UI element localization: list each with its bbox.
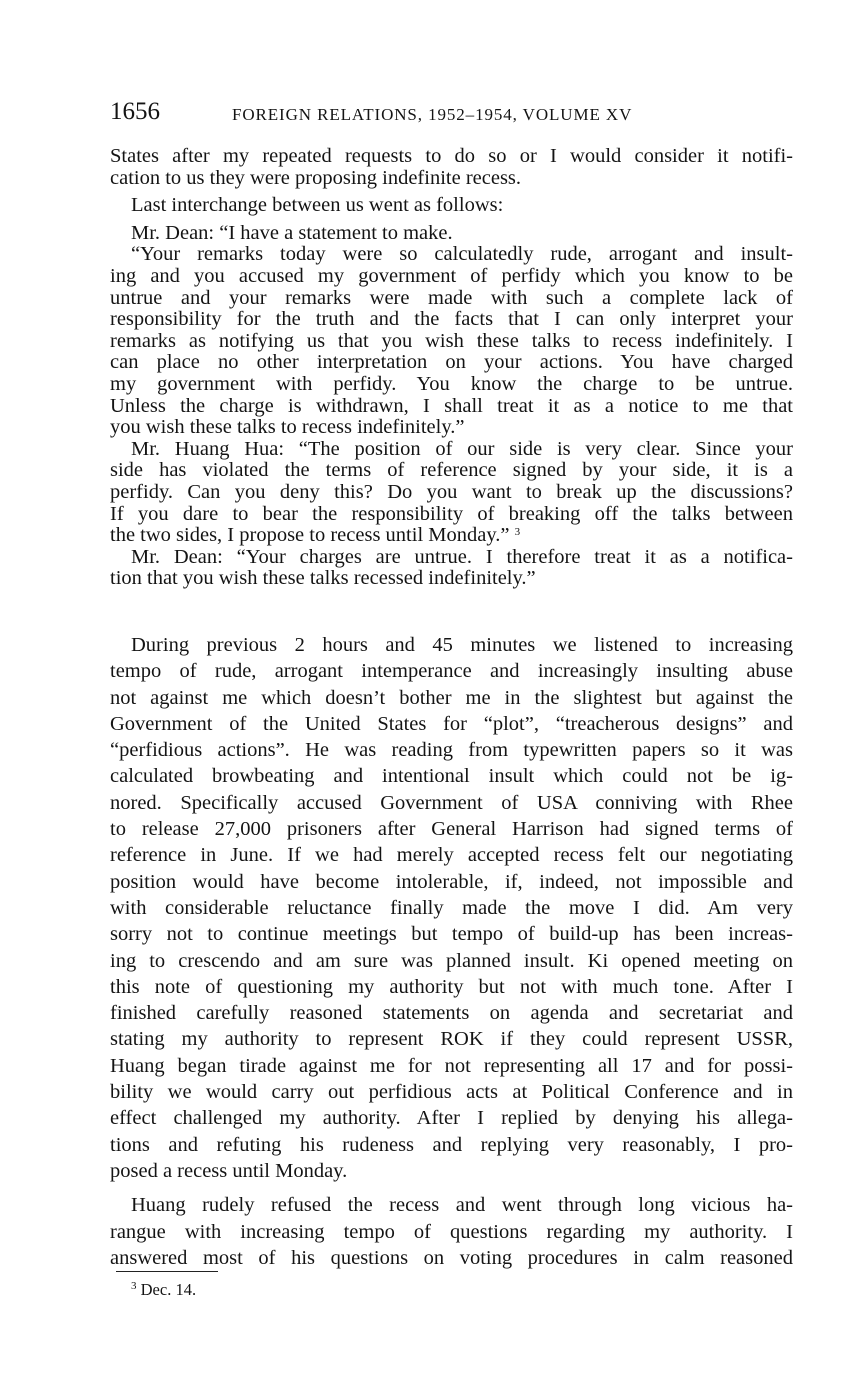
text-line: responsibility for the truth and the facts that I can only interpret your	[110, 308, 793, 331]
text-line: posed a recess until Monday.	[110, 1159, 348, 1182]
text-line: Government of the United States for “plot”, “treacherous designs” and	[110, 712, 793, 735]
text-line: During previous 2 hours and 45 minutes we listened to increasing	[131, 634, 793, 656]
text-line: Huang rudely refused the recess and went through long vicious ha-	[131, 1194, 793, 1217]
text-line: Mr. Huang Hua: “The position of our side is very clear. Since your	[131, 437, 793, 460]
text-line: can place no other interpretation on your actions. You have charged	[110, 351, 793, 374]
text-line: stating my authority to represent ROK if they could represent USSR,	[110, 1028, 793, 1051]
telegram-quote-block	[110, 146, 793, 590]
running-head: FOREIGN RELATIONS, 1952–1954, VOLUME XV	[232, 105, 633, 124]
text-line: side has violated the terms of reference signed by your side, it is a	[110, 459, 793, 482]
text-line: untrue and your remarks were made with such a complete lack of	[110, 286, 793, 309]
text-line: position would have become intolerable, if, indeed, not impossible and	[110, 870, 793, 893]
footnote-reference: 3	[514, 526, 521, 539]
text-line: cation to us they were proposing indefinite recess.	[110, 166, 522, 189]
text-line: this note of questioning my authority but not with much tone. After I	[110, 975, 793, 998]
text-line: tions and refuting his rudeness and replying very reasonably, I pro-	[110, 1133, 793, 1156]
page-number: 1656	[110, 98, 160, 125]
text-line: If you dare to bear the responsibility of breaking off the talks between	[110, 502, 793, 525]
text-line: States after my repeated requests to do so or I would consider it notifi-	[110, 145, 793, 167]
text-line: not against me which doesn’t bother me in the slightest but against the	[110, 686, 793, 709]
text-line: remarks as notifying us that you wish these talks to recess indefinitely. I	[110, 329, 793, 352]
text-line: Unless the charge is withdrawn, I shall treat it as a notice to me that	[110, 394, 793, 417]
text-line: tempo of rude, arrogant intemperance and increasingly insulting abuse	[110, 660, 793, 683]
text-line: tion that you wish these talks recessed indefinitely.”	[110, 567, 536, 590]
text-line: you wish these talks to recess indefinitely.”	[110, 416, 465, 439]
text-line: to release 27,000 prisoners after General Harrison had signed terms of	[110, 818, 793, 841]
footnote	[131, 1280, 196, 1300]
text-line: rangue with increasing tempo of questions regarding my authority. I	[110, 1220, 793, 1243]
text-line: effect challenged my authority. After I replied by denying his allega-	[110, 1107, 793, 1130]
text-line-content: the two sides, I propose to recess until Monday.”	[110, 524, 510, 547]
text-line: with considerable reluctance finally made the move I did. Am very	[110, 896, 793, 919]
text-line: “Your remarks today were so calculatedly rude, arrogant and insult-	[131, 243, 793, 266]
text-line	[110, 525, 793, 547]
footnote-divider	[116, 1271, 218, 1272]
text-line: Last interchange between us went as follows:	[131, 194, 504, 217]
text-line: Mr. Dean: “Your charges are untrue. I therefore treat it as a notifica-	[131, 545, 793, 568]
text-line: finished carefully reasoned statements on agenda and secretariat and	[110, 1002, 793, 1025]
text-line: perfidy. Can you deny this? Do you want to break up the discussions?	[110, 480, 793, 503]
text-line: nored. Specifically accused Government of USA conniving with Rhee	[110, 791, 793, 814]
text-line: my government with perfidy. You know the charge to be untrue.	[110, 372, 793, 395]
text-line: ing to crescendo and am sure was planned insult. Ki opened meeting on	[110, 949, 793, 972]
text-line: Mr. Dean: “I have a statement to make.	[131, 221, 453, 244]
text-line: bility we would carry out perfidious acts at Political Conference and in	[110, 1081, 793, 1104]
text-line: sorry not to continue meetings but tempo of build-up has been increas-	[110, 923, 793, 946]
text-line: ing and you accused my government of perfidy which you know to be	[110, 264, 793, 287]
text-line: reference in June. If we had merely accepted recess felt our negotiating	[110, 844, 793, 867]
footnote-marker: 3	[131, 1280, 137, 1292]
text-line: Huang began tirade against me for not representing all 17 and for possi-	[110, 1054, 793, 1077]
text-line: answered most of his questions on voting procedures in calm reasoned	[110, 1246, 793, 1269]
text-line: “perfidious actions”. He was reading from typewritten papers so it was	[110, 739, 793, 762]
text-line: calculated browbeating and intentional insult which could not be ig-	[110, 765, 793, 788]
footnote-text: Dec. 14.	[140, 1280, 197, 1299]
page-header	[110, 96, 810, 136]
narrative-block	[110, 632, 793, 1271]
